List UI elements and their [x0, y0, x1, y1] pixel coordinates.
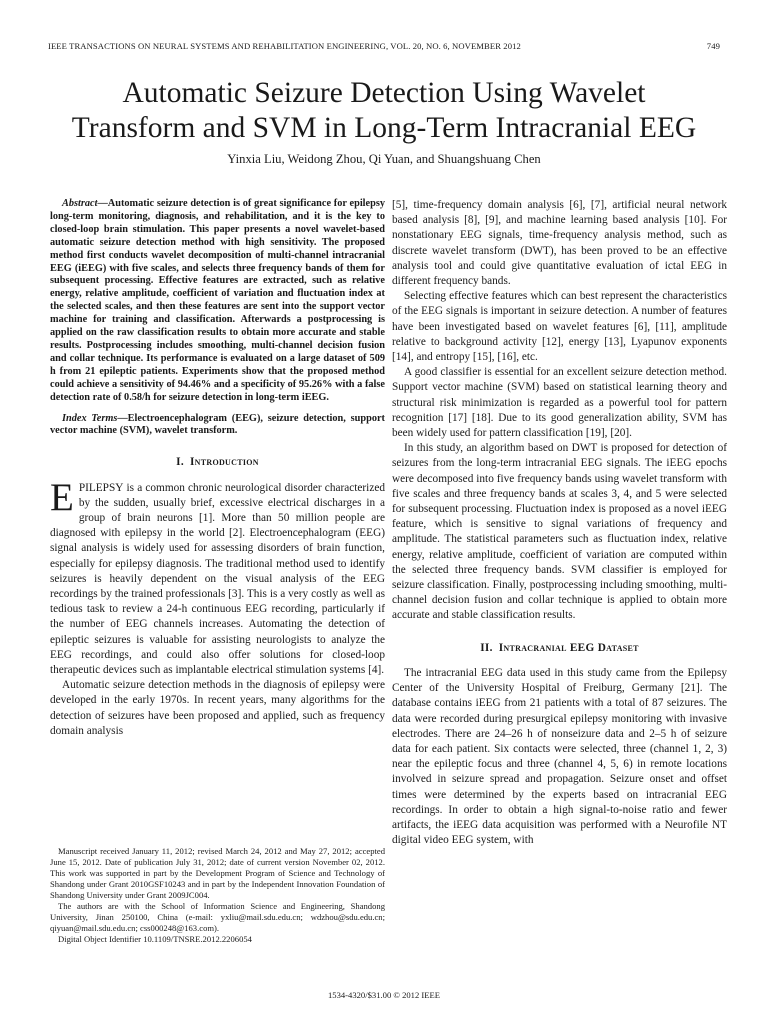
- intro-paragraph-1: [50, 475, 385, 679]
- abstract: [50, 198, 385, 405]
- footnote-doi: Digital Object Identifier 10.1109/TNSRE.2012.2206054: [58, 934, 252, 944]
- right-paragraph-1: [5], time-frequency domain analysis [6], [7], artificial neural network based analysis [8], [9], and machine learning based analysis [10]. For nonstationary EEG signals, time-frequency analysis method, such as discrete wavelet transform (DWT), has been proved to be an effective analysis tool and could give quantitative evaluation of ictal EEG in different frequency bands.: [392, 199, 727, 288]
- section-heading-introduction: [50, 455, 385, 470]
- footnote-received: Manuscript received January 11, 2012; revised March 24, 2012 and May 27, 2012; accepted June 15, 2012. Date of publication July 31, 2012; date of current version November 02, 2012. This work was supported in part by the Development Program of Science and Technology of Shandong under Grant 2010GSF10243 and in part by the Independent Innovation Foundation of Shandong University under Grant 2009JC004.: [50, 846, 385, 900]
- abstract-text: —Automatic seizure detection is of great significance for epilepsy long-term monitoring, diagnosis, and rehabilitation, and it is the key to closed-loop brain stimulation. This paper presents a novel wavelet-based automatic seizure detection method with high sensitivity. The proposed method first conducts wavelet decomposition of multi-channel intracranial EEG (iEEG) with five scales, and selects three frequency bands of them for subsequent processing. Effective features are extracted, such as relative energy, relative amplitude, coefficient of variation and fluctuation index at the selected scales, and then these features are sent into the support vector machine for training and classification. Afterwards a postprocessing is applied on the raw classification results to obtain more accurate and stable results. Postprocessing includes smoothing, multi-channel decision fusion and collar technique. Its performance is evaluated on a large dataset of 509 h from 21 epileptic patients. Experiments show that the proposed method could achieve a sensitivity of 94.46% and a specificity of 95.26% with a false detection rate of 0.58/h for seizure detection in long-term iEEG.: [50, 198, 385, 403]
- right-paragraph-3: A good classifier is essential for an excellent seizure detection method. Support vector machine (SVM) based on statistical learning theory and structural risk minimization is regarded as a powerful tool for pattern recognition [17] [18]. Due to its good generalization ability, SVM has been widely used for pattern classification [19], [20].: [392, 366, 727, 440]
- intro-text-1: is a common chronic neurological disorder characterized by the sudden, usually brief, excessive electrical discharges in a group of brain neurons [1]. More than 50 million people are diagnosed with epilepsy in the world [2]. Electroencephalogram (EEG) signal analysis is widely used for assessing disorders of brain function, especially for epilepsy diagnosis. The traditional method used to identify seizures is heavily dependent on the visual analysis of the EEG recordings by the trained professionals [3]. This is a very costly as well as tedious task to review a 24-h continuous EEG recording, particularly if the number of EEG channels increases. Automating the detection of epileptic seizures is valuable for assisting neurologists to analyze the EEG recordings, and could also offer solutions for closed-loop therapeutic devices such as implantable electrical stimulation systems [4].: [50, 481, 385, 676]
- title-line-2: Transform and SVM in Long-Term Intracranial EEG: [71, 112, 697, 144]
- drop-cap: E: [50, 475, 74, 519]
- index-terms-text: —Electroencephalogram (EEG), seizure detection, support vector machine (SVM), wavelet transform.: [50, 412, 385, 437]
- abstract-lead: Abstract: [62, 198, 98, 209]
- footnote-affiliation: The authors are with the School of Information Science and Engineering, Shandong University, Jinan 250100, China (e-mail: yxliu@mail.sdu.edu.cn; wdzhou@sdu.edu.cn; qiyuan@mail.sdu.edu.cn; css000248@163.com).: [50, 901, 385, 933]
- section-number: I.: [176, 456, 184, 469]
- intro-paragraph-2: Automatic seizure detection methods in the diagnosis of epilepsy were developed in the early 1970s. In recent years, many algorithms for the detection of seizures have been proposed and applied, such as frequency domain analysis: [50, 679, 385, 737]
- title-line-1: Automatic Seizure Detection Using Wavelet: [122, 77, 646, 109]
- right-paragraph-4: In this study, an algorithm based on DWT is proposed for detection of seizures from the long-term intracranial EEG signals. The iEEG epochs were decomposed into five frequency bands using wavelet transform with five scales and three frequency bands at scales 3, 4, and 5 were selected for subsequent processing. Fluctuation index is proposed as a novel iEEG feature, which is sensitive to signal variations of frequency and amplitude. The statistical parameters such as fluctuation index, relative energy, relative amplitude, coefficient of variation are computed within the selected three frequency bands. SVM classifier is employed for seizure classification. Finally, postprocessing including smoothing, multi-channel decision fusion and collar technique is applied to obtain more accurate and stable classification results.: [392, 442, 727, 622]
- paper-title: [30, 76, 738, 146]
- journal-name: IEEE TRANSACTIONS ON NEURAL SYSTEMS AND REHABILITATION ENGINEERING, VOL. 20, NO. 6, NOVEMBER 2012: [48, 41, 521, 51]
- lead-word: PILEPSY: [78, 481, 124, 494]
- section-title: Introduction: [189, 456, 259, 469]
- left-column: [50, 198, 385, 739]
- index-terms-lead: Index Terms: [62, 412, 118, 424]
- section-number: II.: [480, 641, 493, 654]
- right-column: [392, 198, 727, 848]
- dataset-paragraph-1: The intracranial EEG data used in this study came from the Epilepsy Center of the University Hospital of Freiburg, Germany [21]. The database contains iEEG from 21 patients with a total of 87 seizures. The data were recorded during presurgical epilepsy monitoring with invasive electrodes. There are 24–26 h of nonseizure data and 2–5 h of seizure data for each patient. Six contacts were selected, three (channel 1, 2, 3) near the epileptic focus and three (channel 4, 5, 6) in remote locations involved in seizure spread and propagation. Seizure onset and offset times were determined by the experts based on intracranial EEG recordings. In order to obtain a high signal-to-noise ratio and fewer artifacts, the iEEG data acquisition was performed with a Neurofile NT digital video EEG system, with: [392, 666, 727, 847]
- right-paragraph-2: Selecting effective features which can best represent the characteristics of the EEG signals is important in seizure detection. A number of features have been investigated based on wavelet features [6], [11], amplitude relative to background activity [12], energy [13], Lyapunov exponents [14], and entropy [15], [16], etc.: [392, 290, 727, 364]
- copyright-line: 1534-4320/$31.00 © 2012 IEEE: [327, 990, 441, 1000]
- running-head: [48, 41, 720, 51]
- page-number: 749: [706, 41, 720, 51]
- footnote: [50, 846, 385, 945]
- index-terms: [50, 413, 385, 439]
- section-title: Intracranial EEG Dataset: [498, 641, 639, 654]
- section-heading-dataset: [392, 641, 727, 656]
- author-list: Yinxia Liu, Weidong Zhou, Qi Yuan, and Shuangshuang Chen: [227, 152, 541, 166]
